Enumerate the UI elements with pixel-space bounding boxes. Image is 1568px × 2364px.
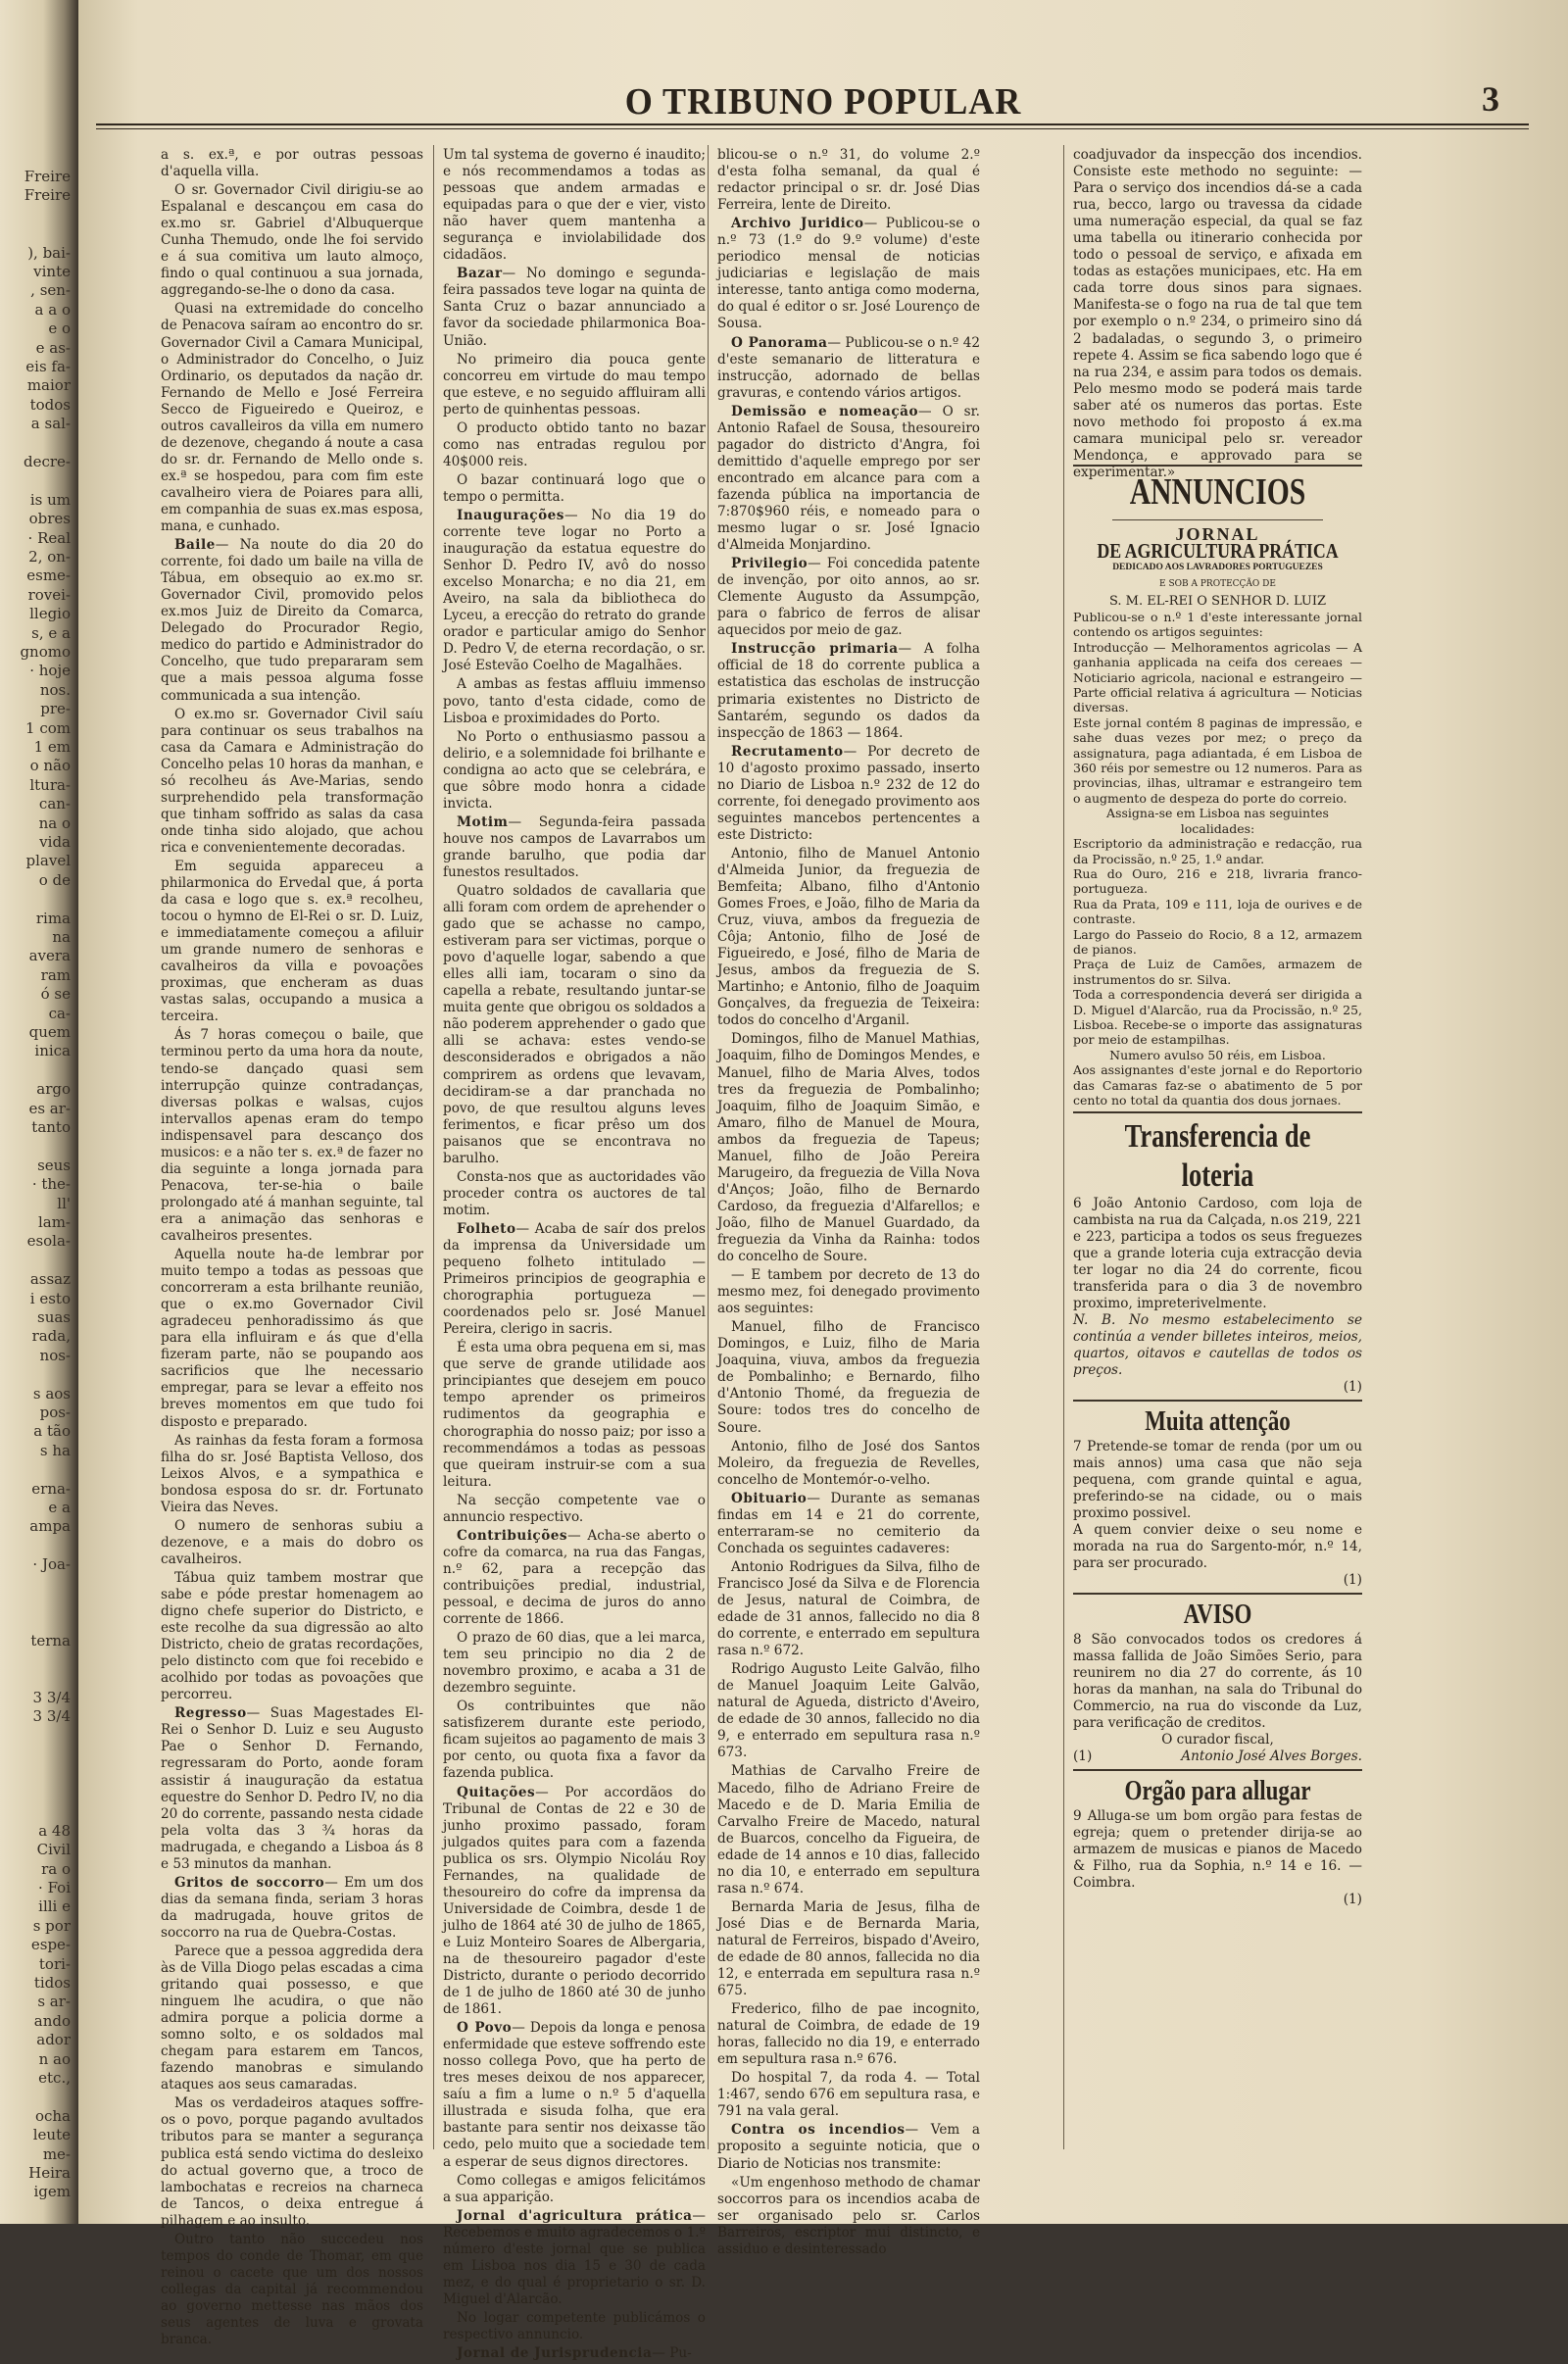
paragraph: «Um engenhoso methodo de chamar soccorros para os incendios acaba de ser organisado pelo sr. Carlos Barreiros, escriptor mui distincto, e assiduo e desinteressado bbox=[717, 2174, 980, 2257]
paragraph: O bazar continuará logo que o tempo o permitta. bbox=[443, 471, 706, 505]
item-title: Contra os incendios bbox=[731, 2122, 906, 2139]
spine-text-line: i esto bbox=[29, 1289, 71, 1307]
item-title: Demissão e nomeação bbox=[731, 403, 919, 419]
spine-text-line: is um bbox=[29, 490, 71, 509]
spine-text-line: · Foi bbox=[38, 1879, 71, 1896]
paragraph: É esta uma obra pequena em si, mas que serve de grande utilidade aos principiantes que desejem em pouco tempo aprender os primeiros rudimentos da geographia e chorographia do nosso paiz; por isso a recommendámos a todas as pessoas que queiram instruir-se com a sua leitura. bbox=[443, 1340, 706, 1490]
news-item: Bazar— No domingo e segunda-feira passados teve logar na quinta de Santa Cruz o bazar annunciado a favor da sociedade philarmonica Boa-União. bbox=[443, 266, 706, 349]
paragraph: O producto obtido tanto no bazar como nas entradas regulou por 40$000 reis. bbox=[443, 419, 706, 469]
item-title: Motim bbox=[457, 813, 509, 830]
spine-text-line: 1 com bbox=[25, 718, 71, 737]
spine-text-line: rovei- bbox=[27, 585, 71, 604]
paragraph: No primeiro dia pouca gente concorreu em virtude do mau tempo que esteve, e no seguido affluiram alli perto de quinhentas pessoas. bbox=[443, 351, 706, 418]
spine-text-line: s ha bbox=[39, 1441, 71, 1459]
spine-text-line: esme- bbox=[26, 566, 71, 585]
spine-text-line: avera bbox=[28, 947, 71, 965]
item-title: Bazar bbox=[457, 266, 503, 282]
header-rule bbox=[96, 123, 1529, 125]
spine-text-line: 3 3/4 bbox=[32, 1707, 71, 1726]
paragraph: Antonio, filho de Manuel Antonio d'Almeida Junior, da freguezia de Bemfeita; Albano, filho d'Antonio Gomes Froes, e João, filho de Maria da Cruz, viuva, ambos da freguezia de Côja; Antonio, filho de José de Figueiredo, e José, filho de Maria de Jesus, ambos da freguezia de S. Martinho; e Antonio, filho de Joaquim Gonçalves, da freguezia de Teixeira: todos do concelho d'Arganil. bbox=[717, 845, 980, 1029]
paragraph: a s. ex.ª, e por outras pessoas d'aquella villa. bbox=[161, 147, 423, 180]
spine-text-line: tidos bbox=[33, 1974, 71, 1992]
spine-text-line: s ar- bbox=[37, 1993, 71, 2011]
spine-text-line: ampa bbox=[29, 1517, 71, 1536]
spine-text-line: rima bbox=[35, 909, 71, 927]
paragraph: No logar competente publicámos o respectivo annuncio. bbox=[443, 2309, 706, 2342]
spine-text-line: · Real bbox=[27, 528, 71, 547]
ad-body: 7 Pretende-se tomar de renda (por um ou mais annos) uma casa que não seja pequena, com grande quintal e agua, preferindo-se na cidade, ou o mais proximo possivel. bbox=[1073, 1439, 1362, 1522]
news-item: Archivo Juridico— Publicou-se o n.º 73 (1.º do 9.º volume) d'este periodico mensal de noticias judiciarias e legislação de mais interesse, tanto antiga como moderna, do qual é editor o sr. José Lourenço de Sousa. bbox=[717, 216, 981, 332]
masthead-title: O TRIBUNO POPULAR bbox=[624, 81, 1022, 123]
spine-text-line: illi e bbox=[38, 1897, 71, 1916]
paragraph: Outro tanto não succedeu nos tempos do conde de Thomar, em que reinou o cacete que um dos nossos collegas da capital já recommendou ao governo mettesse nas mãos dos seus agentes de luva e grovata branca. bbox=[161, 2231, 423, 2348]
spine-text-line: na o bbox=[38, 813, 71, 832]
spine-text-line: decre- bbox=[24, 453, 71, 470]
spine-text-line: rada, bbox=[31, 1327, 71, 1346]
spine-text-line: nos- bbox=[39, 1346, 71, 1364]
spine-text-line: can- bbox=[38, 795, 71, 813]
paragraph: O sr. Governador Civil dirigiu-se ao Espalanal e descançou em casa do ex.mo sr. Gabriel d'Albuquerque Cunha Themudo, onde lhe foi servido e á sua comitiva um lauto almoço, findo o qual continuou a sua jornada, aggregando-se-lhe o dono da casa. bbox=[161, 182, 423, 299]
ad-ref: (1) bbox=[1343, 1892, 1362, 1908]
item-title: Gritos de soccorro bbox=[174, 1874, 325, 1891]
divider bbox=[1073, 1111, 1362, 1113]
ads-heading: ANNUNCIOS bbox=[1129, 471, 1306, 513]
jornal-king: S. M. EL-REI O SENHOR D. LUIZ bbox=[1108, 594, 1327, 609]
item-title: Folheto bbox=[457, 1220, 516, 1237]
spine-text-line: a sal- bbox=[30, 415, 71, 433]
column-divider-1 bbox=[433, 145, 434, 2149]
paragraph: Na secção competente vae o annuncio respectivo. bbox=[443, 1492, 706, 1525]
spine-text-line: me- bbox=[42, 2144, 71, 2163]
spine-text-line: ocha bbox=[34, 2106, 71, 2125]
ad-text: Publicou-se o n.º 1 d'este interessante jornal contendo os artigos seguintes: bbox=[1073, 610, 1362, 640]
spine-text-line: obres bbox=[28, 510, 71, 528]
ad-title-orgao: Orgão para allugar bbox=[1124, 1776, 1311, 1807]
news-item: Baile— Na noute do dia 20 do corrente, foi dado um baile na villa de Tábua, em obsequio ao ex.mo sr. Governador Civil, promovido pelos ex.mos Juiz de Direito da Comarca, Delegado do Procurador Regio, medico do partido e Administrador do Concelho, que tudo prepararam sem que a mais pessoa alguma fosse communicada a sua intenção. bbox=[161, 537, 423, 704]
ad-title-transferencia: Transferencia de loteria bbox=[1124, 1118, 1311, 1195]
paragraph: Tábua quiz tambem mostrar que sabe e póde prestar homenagem ao digno chefe superior do Districto, e este recolhe da sua digressão ao alto Districto, cheio de gratas recordações, pelo distincto com que foi recebido e acolhido por todas as povoações que percorreu. bbox=[161, 1569, 423, 1703]
spine-text-line: plavel bbox=[25, 852, 71, 870]
ad-body: 8 São convocados todos os credores á massa fallida de João Simões Serio, para reunirem no dia 27 do corrente, ás 10 horas da manhan, na sala do Tribunal do Commercio, na rua do visconde da Luz, para verificação de creditos. bbox=[1073, 1632, 1362, 1732]
item-title: Privilegio bbox=[731, 556, 808, 572]
item-title: Regresso bbox=[174, 1705, 247, 1722]
spine-text-line: maior bbox=[26, 376, 71, 395]
page-number: 3 bbox=[1482, 79, 1499, 119]
ad-ref: (1) bbox=[1343, 1572, 1362, 1589]
spine-text-line: inica bbox=[34, 1042, 71, 1060]
column-2 bbox=[443, 147, 706, 2364]
paragraph: No Porto o enthusiasmo passou a delirio, e a solemnidade foi brilhante e condigna ao acto que se celebrára, e que sôbre modo honra a cidade invicta. bbox=[443, 728, 706, 812]
column-divider-3 bbox=[1063, 145, 1064, 2149]
ad-text: Rua da Prata, 109 e 111, loja de ourives e de contraste. bbox=[1073, 896, 1362, 927]
spine-text-line: espe- bbox=[30, 1936, 71, 1954]
spine-text-line: ador bbox=[36, 2031, 71, 2049]
paragraph: Domingos, filho de Manuel Mathias, Joaquim, filho de Domingos Mendes, e Manuel, filho de Maria Alves, todos tres da freguezia de Pombalinho; Joaquim, filho de Joaquim Simão, e Amaro, filho de Manuel de Moura, ambos da freguezia de Tapeus; Manuel, filho de João Pereira Marugeiro, da freguezia de Villa Nova d'Anços; João, filho de Bernardo Cardoso, da freguezia d'Alfarellos; e João, filho de Manuel Guardado, da freguezia da Vinha da Rainha: todos do concelho de Soure. bbox=[717, 1031, 980, 1265]
ad-text: Rua do Ouro, 216 e 218, livraria franco-portugueza. bbox=[1073, 865, 1362, 897]
spine-text-line: lam- bbox=[37, 1213, 71, 1231]
news-item: Demissão e nomeação— O sr. Antonio Rafael de Sousa, thesoureiro pagador do districto d'Angra, foi demittido d'aquelle emprego por ser encontrado em alcance para com a fazenda pública na importancia de 7:870$960 réis, e nomeado para o mesmo lugar o sr. José Ignacio d'Almeida Monjardino. bbox=[717, 403, 980, 554]
spine-text-line: llegio bbox=[29, 605, 71, 623]
paragraph: Consta-nos que as auctoridades vão proceder contra os auctores de tal motim. bbox=[443, 1168, 706, 1218]
spine-text-line: ca- bbox=[48, 1004, 71, 1022]
paragraph: As rainhas da festa foram a formosa filha do sr. José Baptista Velloso, dos Leixos Alvos, e a sympathica e bondosa esposa do sr. dr. Fortunato Vieira das Neves. bbox=[161, 1432, 423, 1515]
divider bbox=[1073, 465, 1362, 467]
paragraph: A ambas as festas affluiu immenso povo, tanto d'esta cidade, como de Lisboa e proximidades do Porto. bbox=[443, 676, 706, 726]
paragraph: O prazo de 60 dias, que a lei marca, tem seu principio no dia 2 de novembro proximo, e acaba a 31 de dezembro seguinte. bbox=[443, 1630, 706, 1697]
paragraph: Mathias de Carvalho Freire de Macedo, filho de Adriano Freire de Macedo e de D. Maria Emilia de Carvalho Freire de Macedo, natural de Buarcos, concelho da Figueira, de edade de 14 annos e 10 dias, fallecido no dia 10, e enterrado em sepultura rasa n.º 674. bbox=[717, 1763, 980, 1896]
spine-text-line: ram bbox=[40, 965, 71, 984]
ad-text: Escriptorio da administração e redacção, rua da Procissão, n.º 25, 1.º andar. bbox=[1073, 836, 1362, 866]
spine-text-line: s por bbox=[32, 1916, 71, 1935]
spine-text-line: Freire bbox=[24, 168, 71, 185]
ad-ref: (1) bbox=[1343, 1379, 1362, 1396]
news-item: Privilegio— Foi concedida patente de invenção, por oito annos, ao sr. Clemente Augusto da Assumpção, para o fabrico de ferros de alisar aquecidos por meio de gaz. bbox=[717, 556, 980, 639]
ad-text: Este jornal contém 8 paginas de impressão, e sahe duas vezes por mez; o preço da assignatura, paga adiantada, é em Lisboa de 360 réis por semestre ou 12 numeros. Para as provincias, ilhas, ultramar e estrangeiro tem o augmento de despeza do porte do correio. bbox=[1073, 714, 1362, 806]
divider bbox=[1112, 519, 1323, 520]
spine-text-line: a a o bbox=[34, 300, 71, 319]
ad-ref: (1) bbox=[1073, 1748, 1093, 1765]
item-title: Jornal de Jurisprudencia bbox=[457, 2345, 653, 2362]
spine-text-line: leute bbox=[32, 2126, 71, 2144]
news-item: Recrutamento— Por decreto de 10 d'agosto proximo passado, inserto no Diario de Lisboa n.º 232 de 12 do corrente, foi denegado provimento aos seguintes mancebos pertencentes a este Districto: bbox=[717, 743, 980, 843]
news-item: Motim— Segunda-feira passada houve nos campos de Lavarrabos um grande barulho, que podia dar funestos resultados. bbox=[443, 813, 706, 880]
item-title: O Povo bbox=[457, 2020, 513, 2037]
column-1 bbox=[161, 147, 423, 2350]
spine-text-line: eis fa- bbox=[25, 358, 71, 375]
column-4 bbox=[1073, 147, 1362, 483]
news-item: O Povo— Depois da longa e penosa enfermidade que esteve soffrendo este nosso collega Povo, que ha perto de tres meses deixou de nos apparecer, saíu a fim a lume o n.º 5 d'aquella illustrada e sisuda folha, que era bastante para sentir nos deixasse tão cedo, pelo muito que a sociedade tem a esperar de seus dignos directores. bbox=[443, 2020, 706, 2170]
ad-body: 6 João Antonio Cardoso, com loja de cambista na rua da Calçada, n.os 219, 221 e 223, participa a todos os seus freguezes que a grande loteria cuja extracção devia ter logar no dia 24 do corrente, ficou transferida para o dia 3 de novembro proximo, impreterivelmente. bbox=[1073, 1196, 1362, 1312]
item-title: Inaugurações bbox=[457, 507, 564, 523]
news-item: Contribuições— Acha-se aberto o cofre da comarca, na rua das Fangas, n.º 62, para a recepção das contribuições predial, industrial, pessoal, e decima de juros do anno corrente de 1866. bbox=[443, 1527, 706, 1628]
spine-text-line: argo bbox=[36, 1080, 71, 1099]
spine-text-line: na bbox=[52, 928, 71, 946]
spine-text-line: ), bai- bbox=[27, 243, 71, 262]
spine-text-line: e as- bbox=[35, 338, 71, 357]
spine-text-line: Heira bbox=[28, 2164, 71, 2182]
column-divider-2 bbox=[708, 145, 709, 2149]
paragraph: Os contribuintes que não satisfizerem durante este periodo, ficam sujeitos ao pagamento de mais 3 por cento, ou quota fixa a favor da fazenda publica. bbox=[443, 1699, 706, 1782]
ad-text: Assigna-se em Lisboa nas seguintes localidades: bbox=[1106, 806, 1329, 836]
spine-text-line: 3 3/4 bbox=[32, 1689, 71, 1706]
spine-text-line: · hoje bbox=[29, 662, 71, 680]
paragraph: Bernarda Maria de Jesus, filha de José Dias e de Bernarda Maria, natural de Ferreiros, bispado d'Aveiro, de edade de 80 annos, fallecida no dia 12, e enterrada em sepultura rasa n.º 675. bbox=[717, 1898, 980, 1999]
paragraph: Um tal systema de governo é inaudito; e nós recommendamos a todas as pessoas que andem armadas e equipadas para o que der e vier, visto não haver quem mantenha a segurança e inviolabilidade dos cidadãos. bbox=[443, 147, 706, 264]
spine-text-line: n ao bbox=[38, 2049, 71, 2068]
jornal-protection: E SOB A PROTECÇÃO DE bbox=[1159, 579, 1276, 589]
paragraph: Manuel, filho de Francisco Domingos, e Luiz, filho de Maria Joaquina, viuva, ambos da freguezia de Pombalinho; e Bernardo, filho d'Antonio Thomé, da freguezia de Soure: todos tres do concelho de Soure. bbox=[717, 1319, 980, 1436]
item-title: Quitações bbox=[457, 1784, 536, 1800]
divider bbox=[1073, 1593, 1362, 1595]
header-rule-thin bbox=[96, 128, 1529, 129]
news-item: Obituario— Durante as semanas findas em 14 e 21 do corrente, enterraram-se no cemiterio da Conchada os seguintes cadaveres: bbox=[717, 1490, 980, 1556]
spine-text-line: tanto bbox=[31, 1118, 71, 1136]
news-item: Contra os incendios— Vem a proposito a seguinte noticia, que o Diario de Noticias nos transmite: bbox=[717, 2122, 980, 2172]
news-item: Jornal d'agricultura prática— Recebemos e muito agradecemos o 1.º número d'este jornal que se publica em Lisboa nos dia 15 e 30 de cada mez, e do qual é proprietario o sr. D. Miguel d'Alarcão. bbox=[443, 2207, 706, 2307]
spine-text-line: tori- bbox=[38, 1954, 71, 1973]
news-item: Folheto— Acaba de saír dos prelos da imprensa da Universidade um pequeno folheto intitulado — Primeiros principios de geographia e chorographia portugueza — coordenados pelo sr. José Manuel Pereira, clerigo in sacris. bbox=[443, 1220, 706, 1338]
ad-text: Aos assignantes d'este jornal e do Reportorio das Camaras faz-se o abatimento de 5 por cento no total da quantia dos dous jornaes. bbox=[1073, 1062, 1362, 1108]
ad-body: A quem convier deixe o seu nome e morada na rua do Sargento-mór, n.º 14, para ser procurado. bbox=[1073, 1522, 1362, 1572]
item-title: Obituario bbox=[731, 1490, 808, 1506]
news-item: O Panorama— Publicou-se o n.º 42 d'este semanario de litteratura e instrucção, adornado de bellas gravuras, e contendo vários artigos. bbox=[717, 334, 980, 401]
ad-text: Largo do Passeio do Rocio, 8 a 12, armazem de pianos. bbox=[1073, 926, 1362, 957]
spine-text-line: Civil bbox=[36, 1841, 71, 1859]
paragraph: Do hospital 7, da roda 4. — Total 1:467, sendo 676 em sepultura rasa, e 791 na vala geral. bbox=[717, 2070, 980, 2120]
item-title: Archivo Juridico bbox=[731, 216, 864, 232]
ad-text: Introducção — Melhoramentos agricolas — A ganhania applicada na ceifa dos cereaes — Noticiario agricola, nacional e estrangeiro — Parte official relativa á agricultura — Noticias diversas. bbox=[1073, 639, 1362, 715]
spine-text-line: pre- bbox=[40, 700, 71, 718]
spine-text-line: 2, on- bbox=[28, 548, 71, 566]
advertisements bbox=[1073, 461, 1362, 1908]
spine-text-line: Freire bbox=[24, 186, 71, 205]
spine-text-line: · the- bbox=[31, 1175, 71, 1194]
ad-text: Numero avulso 50 réis, em Lisboa. bbox=[1109, 1047, 1326, 1062]
paragraph: — E tambem por decreto de 13 do mesmo mez, foi denegado provimento aos seguintes: bbox=[717, 1267, 980, 1317]
spine-text-line: erna- bbox=[31, 1479, 71, 1498]
divider bbox=[1073, 1400, 1362, 1402]
ad-signature-row bbox=[1073, 1748, 1362, 1765]
news-item: Regresso— Suas Magestades El-Rei o Senhor D. Luiz e seu Augusto Pae o Senhor D. Fernando, regressaram do Porto, aonde foram assistir á inauguração da estatua equestre do Senhor D. Pedro IV, no dia 20 do corrente, passando nesta cidade pela volta das 3 ¾ horas da madrugada, e chegando a Lisboa ás 8 e 53 minutos da manhan. bbox=[161, 1705, 423, 1872]
paragraph: Parece que a pessoa aggredida dera às de Villa Diogo pelas escadas a cima gritando quai possesso, e que ninguem lhe acudira, o que não admira porque a policia dorme a somno solto, e os soldados mal chegam para estarem em Tancos, fazendo manobras e simulando ataques aos seus camaradas. bbox=[161, 1943, 423, 2093]
divider bbox=[1073, 1769, 1362, 1771]
spine-text-line: es ar- bbox=[28, 1099, 71, 1117]
spine-text-line: s aos bbox=[32, 1384, 71, 1403]
item-title: Contribuições bbox=[457, 1527, 568, 1544]
item-title: Baile bbox=[174, 537, 216, 554]
spine-text-line: ll' bbox=[57, 1194, 71, 1212]
ad-title-attencao: Muita attenção bbox=[1145, 1406, 1291, 1438]
column-3 bbox=[717, 147, 980, 2260]
spine-text-line: ó se bbox=[40, 985, 71, 1004]
spine-text-line: ra o bbox=[41, 1859, 71, 1878]
spine-text-line: nos. bbox=[39, 680, 71, 699]
ad-text: Praça de Luiz de Camões, armazem de instrumentos do sr. Silva. bbox=[1073, 957, 1362, 987]
paragraph: coadjuvador da inspecção dos incendios. Consiste este methodo no seguinte: — Para o serviço dos incendios dá-se a cada rua, becco, largo ou travessa da cidade uma numeração especial, da qual se faz uma tabella ou itinerario conhecida por todo o pessoal de serviço, e afixada em todas as estações municipaes, etc. Ha em cada torre dous sinos para signaes. Manifesta-se o fogo na rua de tal que tem por exemplo o n.º 234, o primeiro sino dá 2 badaladas, o segundo 3, o primeiro repete 4. Assim se fica sabendo logo que é na rua 234, e assim para todos os demais. Pelo mesmo modo se poderá mais tarde saber até os numeros das portas. Este novo methodo foi proposto á ex.ma camara municipal pelo sr. vereador Mendonça, e approvado para se experimentar.» bbox=[1073, 147, 1362, 480]
item-title: Recrutamento bbox=[731, 743, 844, 760]
paragraph: Antonio Rodrigues da Silva, filho de Francisco José da Silva e de Florencia de Jesus, natural de Coimbra, de edade de 31 annos, fallecido no dia 8 do corrente, e enterrado em sepultura rasa n.º 672. bbox=[717, 1558, 980, 1659]
spine-text-line: vinte bbox=[33, 263, 71, 280]
paragraph: Quasi na extremidade do concelho de Penacova saíram ao encontro do sr. Governador Civil a Camara Municipal, o Administrador do Concelho, o Juiz Ordinario, os deputados da nação dr. Fernando de Mello e José Ferreira Secco de Figueiredo e Queiroz, e outros cavalleiros da villa em numero de dezenove, chegando á noute a casa do sr. dr. Fernando de Mello onde s. ex.ª se hospedou, para com fim este cavalheiro viera de Poiares para alli, em companhia de suas ex.mas esposa, mana, e cunhado. bbox=[161, 301, 423, 535]
ad-note: N. B. No mesmo estabelecimento se continúa a vender billetes inteiros, meios, quartos, oitavos e cautellas de todos os preços. bbox=[1073, 1312, 1362, 1379]
newspaper-page bbox=[78, 0, 1568, 2362]
spine-text-line: todos bbox=[29, 395, 71, 414]
spine-text-line: seus bbox=[37, 1156, 71, 1174]
spine-text-line: esola- bbox=[26, 1232, 71, 1251]
paragraph: Quatro soldados de cavallaria que alli foram com ordem de aprehender o gado que se achasse no campo, estiveram para ser victimas, porque o povo d'aquelle logar, sabendo a que elles alli iam, tocaram o sino da capella a rebate, resultando juntar-se muita gente que obrigou os soldados a não poderem apprehender o gado que alli se achava: estes vendo-se desconsiderados e obrigados a não comprirem as ordens que levavam, decidiram-se a dar pranchada no povo, de que resultou alguns leves ferimentos, e ficar prêso um dos paisanos que se encontrava no barulho. bbox=[443, 883, 706, 1166]
paragraph: O ex.mo sr. Governador Civil saíu para continuar os seus trabalhos na casa da Camara e Administração do Concelho pelas 10 horas da manhan, e só recolheu ás Ave-Marias, sendo surprehendido pela transformação que tinham soffrido as salas da casa onde tinha sido alojado, que achou rica e convenientemente decoradas. bbox=[161, 706, 423, 856]
spine-text-line: e o bbox=[48, 320, 71, 338]
spine-text-line: terna bbox=[30, 1631, 71, 1650]
spine-text-line: etc., bbox=[38, 2069, 71, 2087]
news-item: Inaugurações— No dia 19 do corrente teve logar no Porto a inauguração da estatua equestre do Senhor D. Pedro IV, avô do nosso excelso Monarcha; e no dia 21, em Aveiro, na sala da bibliotheca do Lyceu, a erecção do retrato do grande orador e particular amigo do Senhor D. Pedro V, de eterna recordação, o sr. José Estevão Coelho de Magalhães. bbox=[443, 507, 706, 674]
paragraph: Mas os verdadeiros ataques soffre-os o povo, porque pagando avultados tributos para se manter a segurança publica está sendo victima do desleixo do actual governo que, a troco de lambochatas e recreios na charneca de Tancos, o deixa entregue á pilhagem e ao insulto. bbox=[161, 2095, 423, 2229]
news-item: Gritos de soccorro— Em um dos dias da semana finda, seriam 3 horas da madrugada, houve gritos de soccorro na rua de Quebra-Costas. bbox=[161, 1874, 423, 1941]
spine-text-line: ltura- bbox=[29, 775, 71, 794]
ad-title-aviso: AVISO bbox=[1183, 1600, 1252, 1631]
item-title: Instrucção primaria bbox=[731, 641, 899, 658]
ad-role: O curador fiscal, bbox=[1161, 1732, 1274, 1748]
spine-text-line: s, e a bbox=[31, 623, 71, 642]
spine-text-line: pos- bbox=[39, 1404, 71, 1421]
spine-text-line: quem bbox=[28, 1023, 71, 1041]
paragraph: Ás 7 horas começou o baile, que terminou perto da uma hora da noute, tendo-se dançado quasi sem interrupção quinze contradanças, diversas polkas e walsas, cujos intervallos apenas eram do tempo indispensavel para descanço dos musicos: e a não ter s. ex.ª de fazer no dia seguinte a longa jornada para Penacova, ter-se-hia o baile prolongado até á manhan seguinte, tal era a animação das senhoras e cavalheiros presentes. bbox=[161, 1027, 423, 1244]
paragraph: Rodrigo Augusto Leite Galvão, filho de Manuel Joaquim Leite Galvão, natural de Agueda, districto d'Aveiro, de edade de 30 annos, fallecido no dia 9, e enterrado em sepultura rasa n.º 673. bbox=[717, 1661, 980, 1761]
spine-text-line: suas bbox=[37, 1308, 71, 1326]
ad-signature: Antonio José Alves Borges. bbox=[1181, 1748, 1362, 1765]
spine-text-line: igem bbox=[33, 2183, 71, 2201]
ad-body: 9 Alluga-se um bom orgão para festas de egreja; quem o pretender dirija-se ao armazem de musicas e pianos de Macedo & Filho, rua da Sophia, n.º 14 e 16. — Coimbra. bbox=[1073, 1808, 1362, 1892]
spine-text-line: , sen- bbox=[30, 281, 71, 300]
spine-text-line: · Joa- bbox=[32, 1555, 71, 1574]
item-title: Jornal d'agricultura prática bbox=[457, 2207, 693, 2224]
news-item: Quitações— Por accordãos do Tribunal de Contas de 22 e 30 de junho proximo passado, foram julgados quites para com a fazenda publica os srs. Olympio Nicoláu Roy Fernandes, na qualidade de thesoureiro do cofre da imprensa da Universidade de Coimbra, desde 1 de julho de 1864 até 30 de julho de 1865, e Luiz Monteiro Soares de Albergaria, na de thesoureiro pagador d'este Districto, durante o periodo decorrido de 1 de julho de 1860 até 30 de junho de 1861. bbox=[443, 1784, 706, 2018]
ad-text: Toda a correspondencia deverá ser dirigida a D. Miguel d'Alarcão, rua da Procissão, n.º 25, Lisboa. Recebe-se o importe das assignaturas por meio de estampilhas. bbox=[1073, 987, 1362, 1048]
paragraph: Frederico, filho de pae incognito, natural de Coimbra, de edade de 19 horas, fallecido no dia 19, e enterrado em sepultura rasa n.º 676. bbox=[717, 2001, 980, 2068]
paragraph: Aquella noute ha-de lembrar por muito tempo a todas as pessoas que concorreram a esta brilhante reunião, que o ex.mo Governador Civil agradeceu penhoradissimo ás que para ella influiram e ás que d'ella fizeram parte, não se poupando aos sacrificios que lhe necessario empregar, para se levar a effeito nos breves momentos em que tudo foi disposto e preparado. bbox=[161, 1247, 423, 1430]
jornal-label: JORNAL bbox=[1175, 524, 1260, 544]
spine-text-line: o não bbox=[29, 757, 71, 775]
paragraph: Antonio, filho de José dos Santos Moleiro, da freguezia de Revelles, concelho de Montemór-o-velho. bbox=[717, 1438, 980, 1488]
news-item: Jornal de Jurisprudencia— Pu- bbox=[457, 2345, 692, 2362]
adjacent-page-edge bbox=[0, 0, 78, 2224]
spine-text-line: a tão bbox=[33, 1422, 71, 1441]
spine-text-line: a 48 bbox=[38, 1821, 71, 1840]
spine-text-line: gnomo bbox=[20, 643, 71, 661]
spine-text-line: e a bbox=[48, 1499, 71, 1516]
paragraph: blicou-se o n.º 31, do volume 2.º d'esta folha semanal, da qual é redactor principal o sr. dr. José Dias Ferreira, lente de Direito. bbox=[717, 147, 980, 214]
paragraph: Como collegas e amigos felicitámos a sua apparição. bbox=[443, 2172, 706, 2205]
jornal-subtitle: DEDICADO AOS LAVRADORES PORTUGUEZES bbox=[1112, 563, 1323, 572]
spine-text-line: ando bbox=[33, 2011, 71, 2030]
spine-text-line: o de bbox=[38, 870, 71, 889]
paragraph: O numero de senhoras subiu a dezenove, e a mais do dobro os cavalheiros. bbox=[161, 1517, 423, 1567]
spine-text-line: 1 em bbox=[33, 738, 71, 756]
paragraph: Em seguida appareceu a philarmonica do Ervedal que, á porta da casa e logo que s. ex.ª recolheu, tocou o hymno de El-Rei o sr. D. Luiz, e immediatamente começou a afiluir um grande numero de senhoras e cavalheiros da villa e povoações proximas, que encheram as duas vastas salas, occupando a musica a terceira. bbox=[161, 858, 423, 1025]
spine-text-line: assaz bbox=[29, 1270, 71, 1289]
spine-text-line: vida bbox=[39, 833, 71, 851]
item-title: O Panorama bbox=[731, 334, 828, 351]
news-item: Instrucção primaria— A folha official de 18 do corrente publica a estatistica das escholas de instrucção primaria existentes no Districto de Santarém, segundo os dados da inspecção de 1863 — 1864. bbox=[717, 641, 980, 741]
jornal-title: DE AGRICULTURA PRÁTICA bbox=[1097, 539, 1339, 563]
